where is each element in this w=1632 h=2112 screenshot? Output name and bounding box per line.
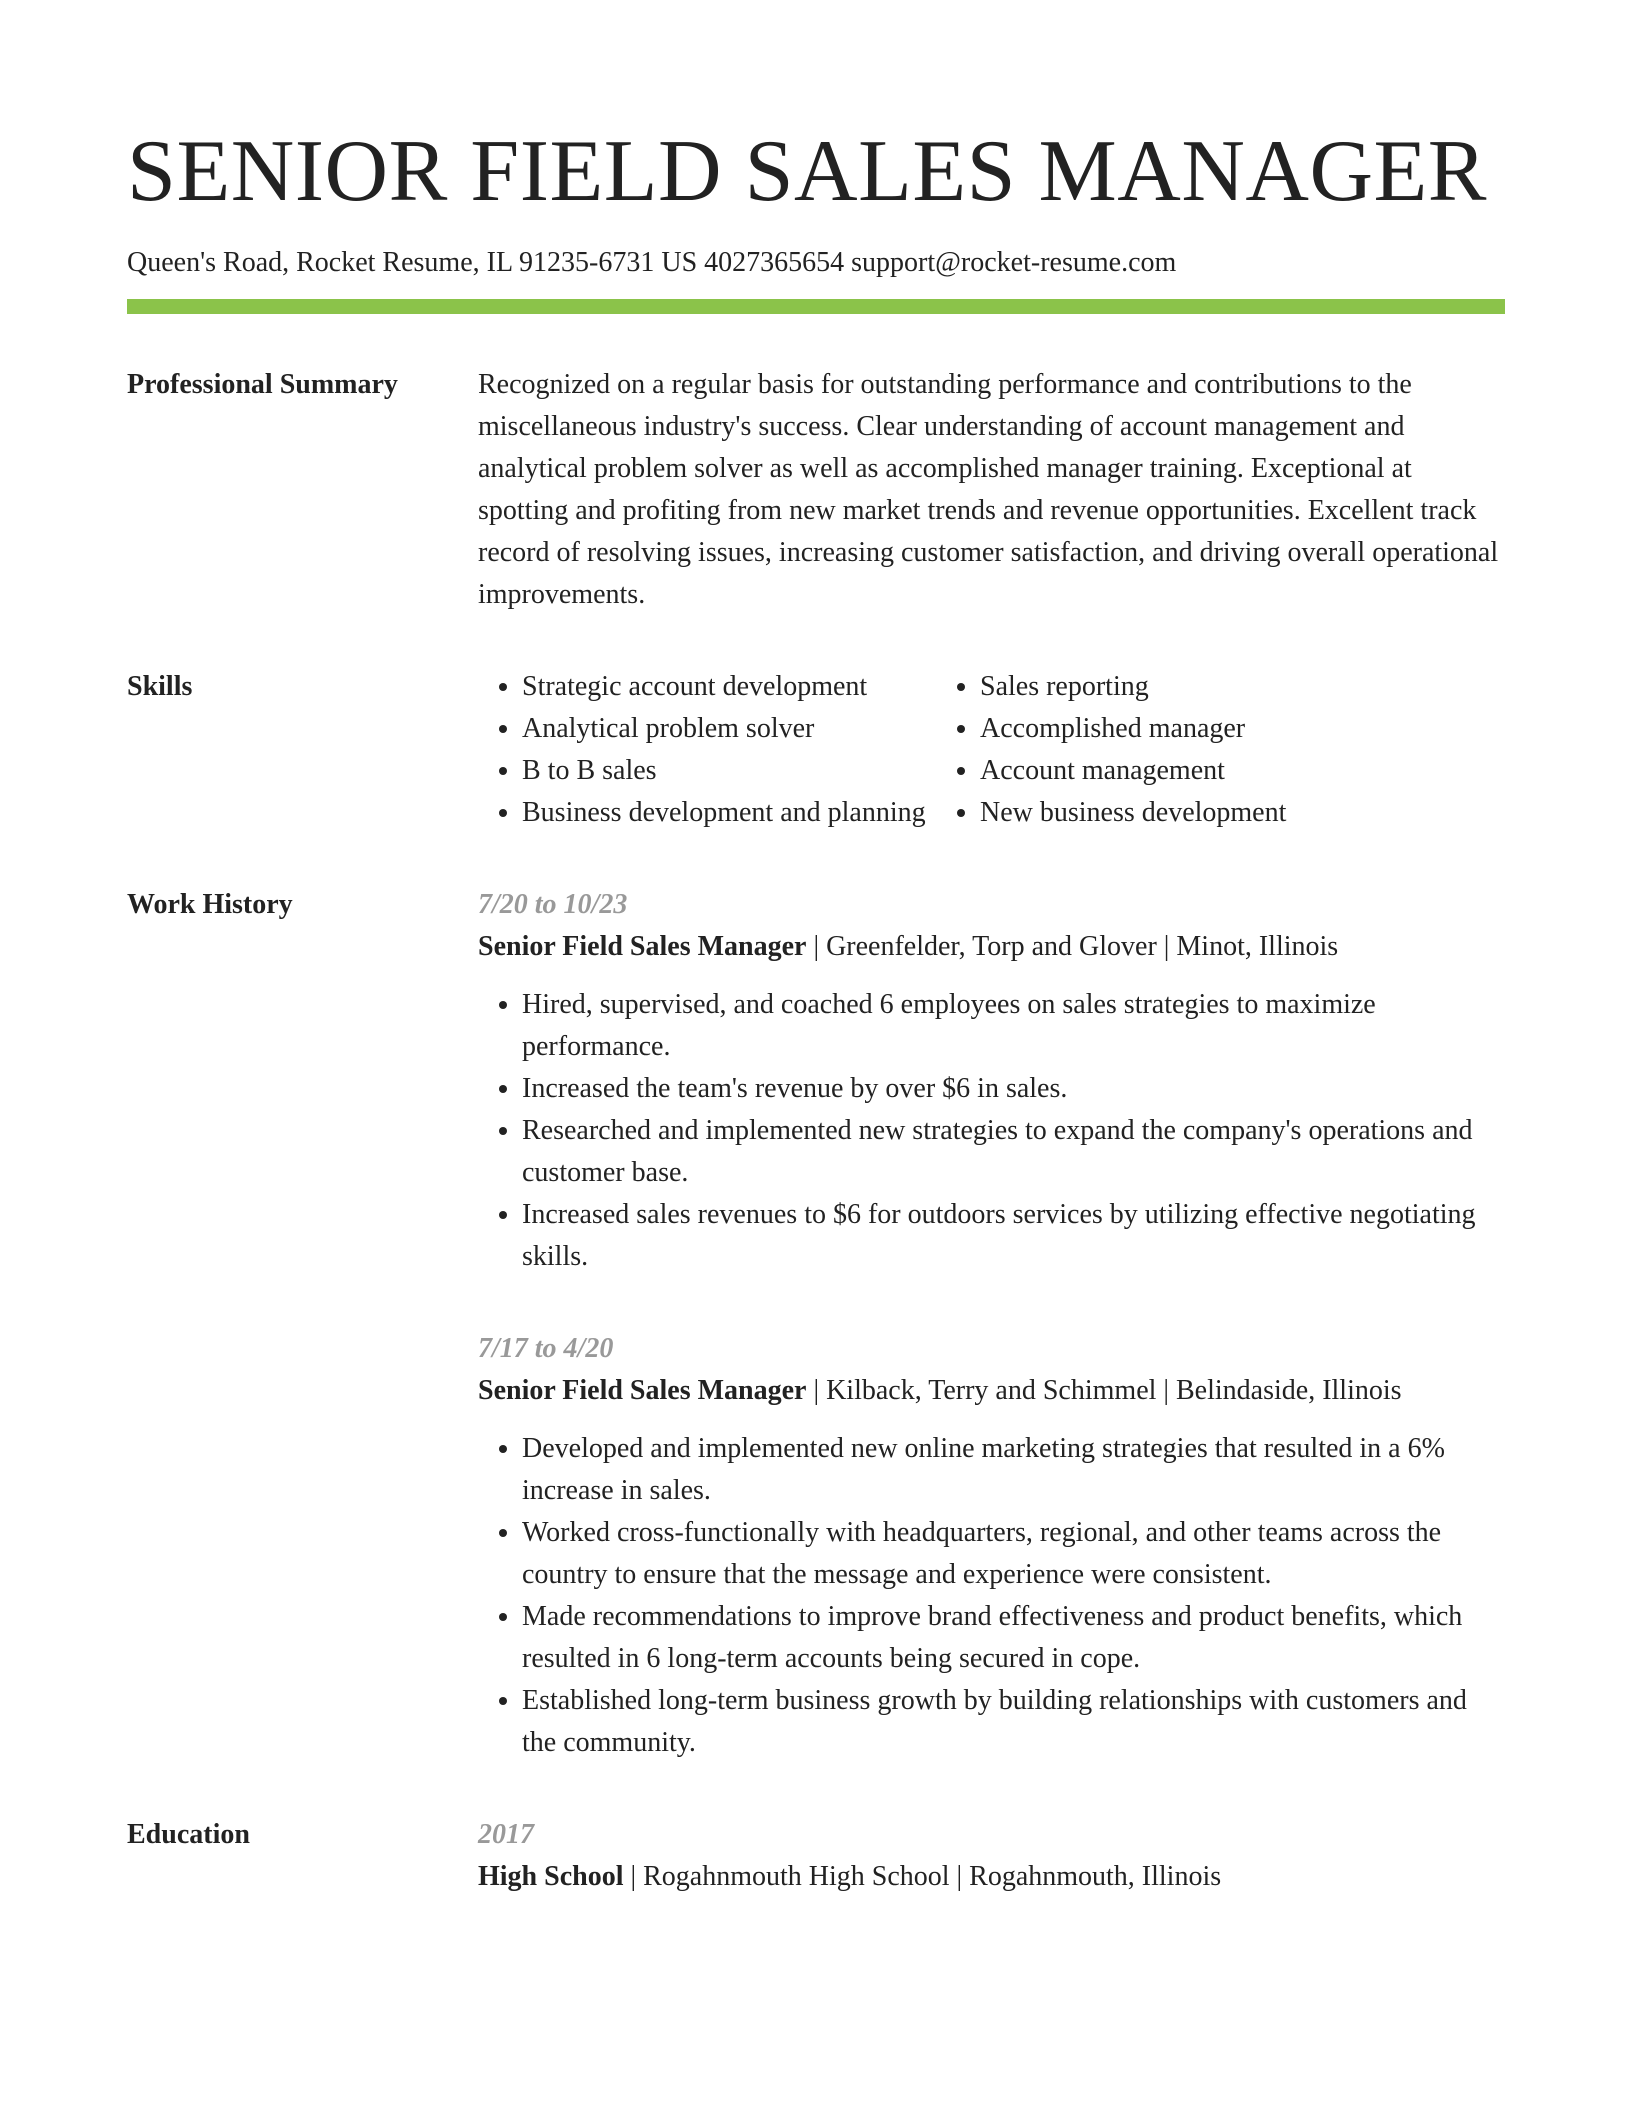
job-bullet: • Increased sales revenues to $6 for outdoors services by utilizing effective negotiating skills.: [522, 1194, 1505, 1278]
work-history-section: [127, 884, 1505, 1764]
skill-item: • Accomplished manager: [980, 708, 1286, 750]
skill-item: • New business development: [980, 792, 1286, 834]
job-bullet: • Made recommendations to improve brand effectiveness and product benefits, which resulted in 6 long-term accounts being secured in cope.: [522, 1596, 1505, 1680]
education-heading: Education: [127, 1819, 250, 1850]
summary-section: [127, 364, 1505, 616]
job-entry: [478, 884, 1505, 1278]
education-school-location: | Rogahnmouth High School | Rogahnmouth, Illinois: [623, 1861, 1222, 1892]
summary-text: Recognized on a regular basis for outstanding performance and contributions to the miscellaneous industry's success. Clear understanding of account management and analytical problem solver as well as accomplished manager training. Exceptional at spotting and profiting from new market trends and revenue opportunities. Excellent track record of resolving issues, increasing customer satisfaction, and driving overall operational improvements.: [478, 369, 1499, 610]
job-title: Senior Field Sales Manager: [478, 1375, 807, 1406]
skill-item: • Sales reporting: [980, 666, 1286, 708]
job-company-location: | Kilback, Terry and Schimmel | Belindaside, Illinois: [806, 1375, 1402, 1406]
education-body: [478, 1814, 1505, 1898]
skill-item: • Analytical problem solver: [522, 708, 936, 750]
job-heading: [478, 1370, 1505, 1412]
resume-title: SENIOR FIELD SALES MANAGER: [127, 123, 1487, 220]
skills-column-1: [478, 666, 936, 834]
job-bullet: • Worked cross-functionally with headquarters, regional, and other teams across the country to ensure that the message and experience were consistent.: [522, 1512, 1505, 1596]
education-year: 2017: [478, 1819, 534, 1850]
skills-heading: Skills: [127, 671, 193, 702]
work-history-body: [478, 884, 1505, 1764]
skill-item: • Strategic account development: [522, 666, 936, 708]
education-degree: High School: [478, 1861, 624, 1892]
skills-section: [127, 666, 1505, 834]
job-dates: 7/17 to 4/20: [478, 1333, 614, 1364]
skills-column-2: [936, 666, 1286, 834]
work-history-heading: Work History: [127, 889, 293, 920]
job-bullet: • Developed and implemented new online marketing strategies that resulted in a 6% increase in sales.: [522, 1428, 1505, 1512]
skill-item: • Account management: [980, 750, 1286, 792]
job-bullets: [478, 1428, 1505, 1764]
accent-divider: [127, 299, 1505, 314]
job-heading: [478, 926, 1505, 968]
contact-line: Queen's Road, Rocket Resume, IL 91235-6731 US 4027365654 support@rocket-resume.com: [127, 247, 1177, 278]
skill-item: • Business development and planning: [522, 792, 936, 834]
job-bullet: • Increased the team's revenue by over $6 in sales.: [522, 1068, 1505, 1110]
education-heading-line: [478, 1856, 1505, 1898]
summary-heading: Professional Summary: [127, 369, 398, 400]
job-bullets: [478, 984, 1505, 1278]
skills-list: [478, 666, 1505, 834]
job-dates: 7/20 to 10/23: [478, 889, 628, 920]
education-section: [127, 1814, 1505, 1898]
job-bullet: • Hired, supervised, and coached 6 employees on sales strategies to maximize performance.: [522, 984, 1505, 1068]
skill-item: • B to B sales: [522, 750, 936, 792]
job-bullet: • Established long-term business growth by building relationships with customers and the community.: [522, 1680, 1505, 1764]
job-title: Senior Field Sales Manager: [478, 931, 807, 962]
job-company-location: | Greenfelder, Torp and Glover | Minot, Illinois: [806, 931, 1339, 962]
job-entry: [478, 1328, 1505, 1764]
job-bullet: • Researched and implemented new strategies to expand the company's operations and customer base.: [522, 1110, 1505, 1194]
